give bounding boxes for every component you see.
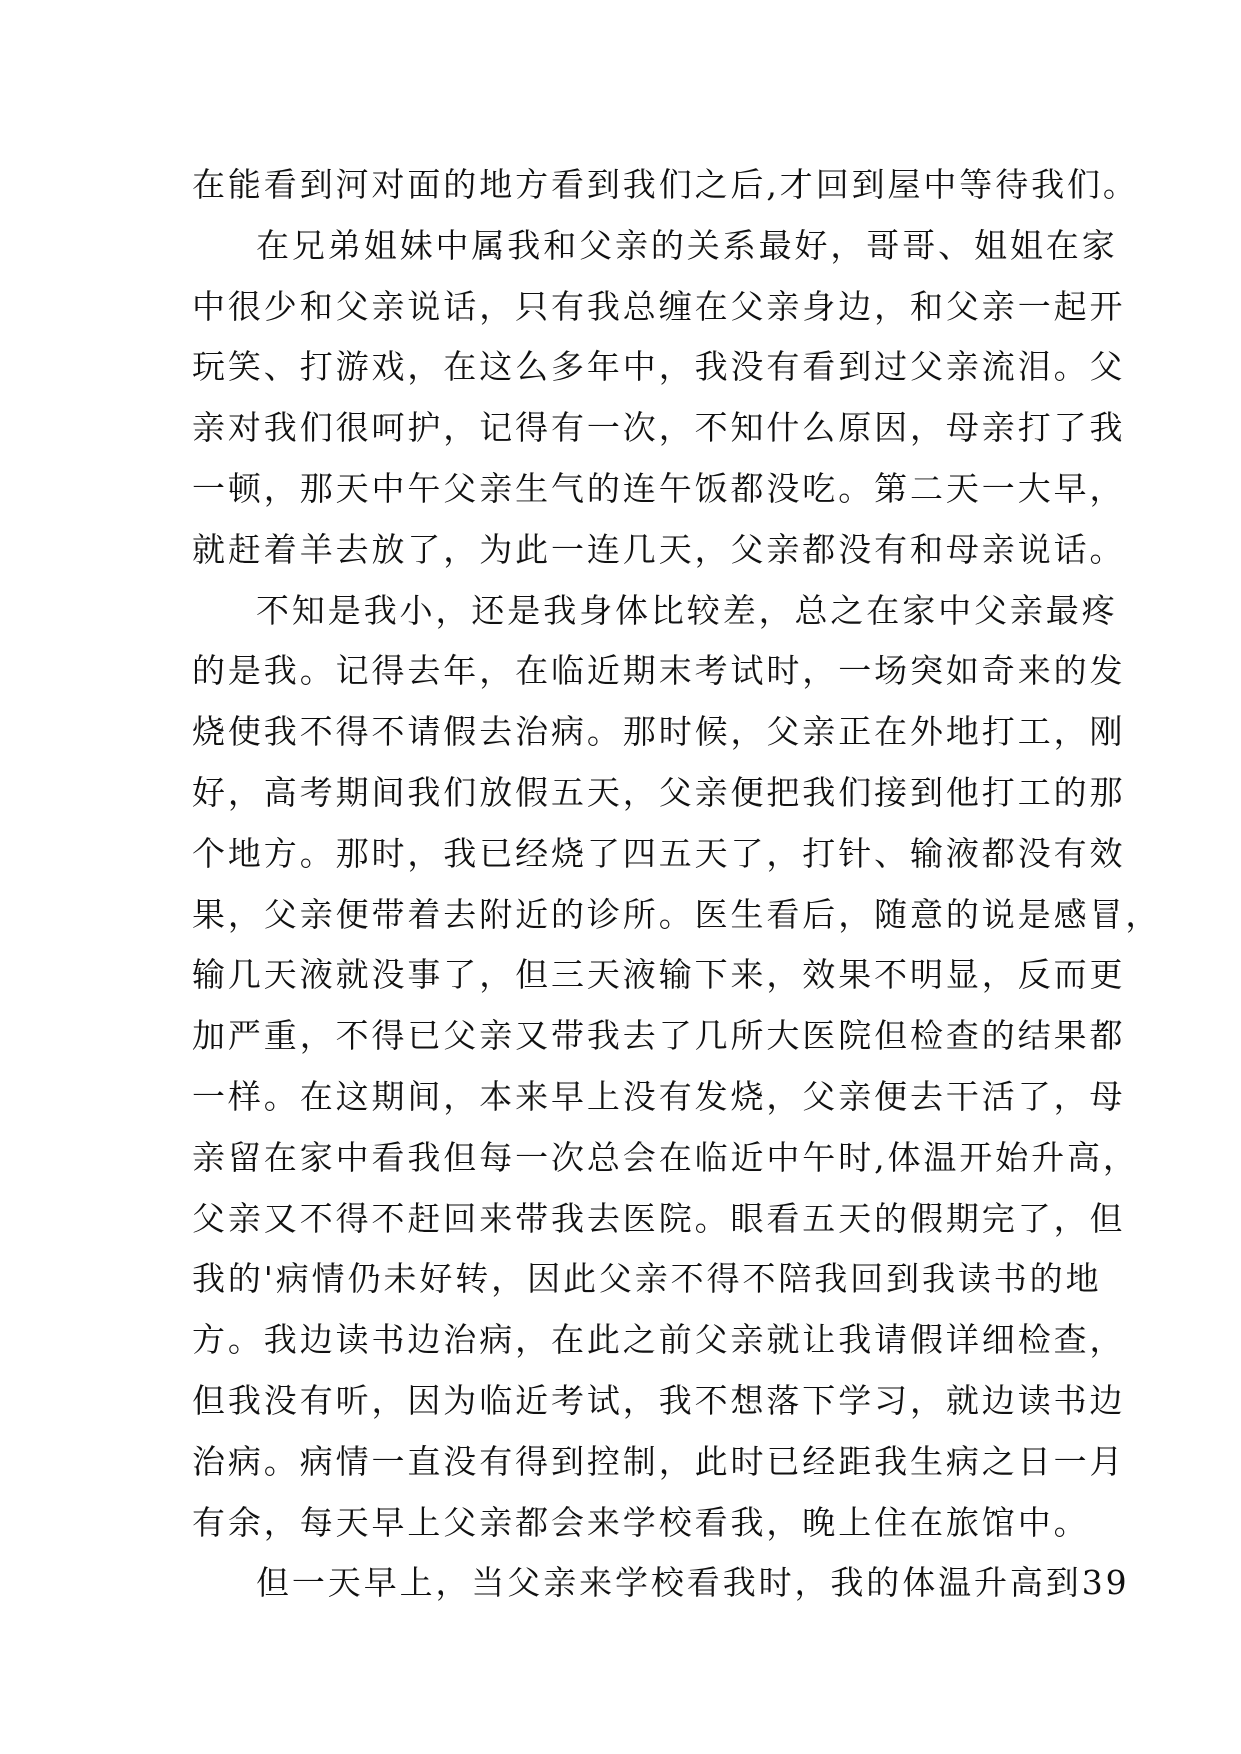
text-line: 烧使我不得不请假去治病。那时候，父亲正在外地打工，刚 (192, 712, 1126, 752)
text-line: 亲对我们很呵护，记得有一次，不知什么原因，母亲打了我 (192, 408, 1126, 448)
text-line: 果，父亲便带着去附近的诊所。医生看后，随意的说是感冒， (192, 894, 1162, 934)
text-line: 中很少和父亲说话，只有我总缠在父亲身边，和父亲一起开 (192, 286, 1126, 326)
text-line: 玩笑、打游戏，在这么多年中，我没有看到过父亲流泪。父 (192, 347, 1126, 387)
text-line: 好，高考期间我们放假五天，父亲便把我们接到他打工的那 (192, 772, 1126, 812)
text-line: 在能看到河对面的地方看到我们之后,才回到屋中等待我们。 (192, 165, 1139, 204)
text-line: 有余，每天早上父亲都会来学校看我，晚上住在旅馆中。 (192, 1502, 1090, 1542)
body-text (192, 155, 1162, 1614)
paragraph-start-line: 但一天早上，当父亲来学校看我时，我的体温升高到39 (256, 1563, 1130, 1603)
text-line: 的是我。记得去年，在临近期末考试时，一场突如奇来的发 (192, 651, 1126, 691)
text-line: 输几天液就没事了，但三天液输下来，效果不明显，反而更 (192, 955, 1126, 995)
text-line: 父亲又不得不赶回来带我去医院。眼看五天的假期完了，但 (192, 1198, 1126, 1238)
text-line: 就赶着羊去放了，为此一连几天，父亲都没有和母亲说话。 (192, 529, 1126, 569)
text-line: 亲留在家中看我但每一次总会在临近中午时,体温开始升高， (192, 1137, 1139, 1177)
paragraph-start-line: 在兄弟姐妹中属我和父亲的关系最好，哥哥、姐姐在家 (256, 225, 1118, 265)
text-line: 治病。病情一直没有得到控制，此时已经距我生病之日一月 (192, 1441, 1126, 1481)
text-line: 加严重，不得已父亲又带我去了几所大医院但检查的结果都 (192, 1016, 1126, 1056)
text-line: 我的'病情仍未好转，因此父亲不得不陪我回到我读书的地 (192, 1259, 1102, 1299)
paragraph-start-line: 不知是我小，还是我身体比较差，总之在家中父亲最疼 (256, 590, 1118, 630)
text-line: 一顿，那天中午父亲生气的连午饭都没吃。第二天一大早， (192, 468, 1126, 508)
text-line: 个地方。那时，我已经烧了四五天了，打针、输液都没有效 (192, 833, 1126, 873)
text-line: 方。我边读书边治病，在此之前父亲就让我请假详细检查， (192, 1320, 1126, 1360)
text-line: 一样。在这期间，本来早上没有发烧，父亲便去干活了，母 (192, 1076, 1126, 1116)
text-line: 但我没有听，因为临近考试，我不想落下学习，就边读书边 (192, 1380, 1126, 1420)
